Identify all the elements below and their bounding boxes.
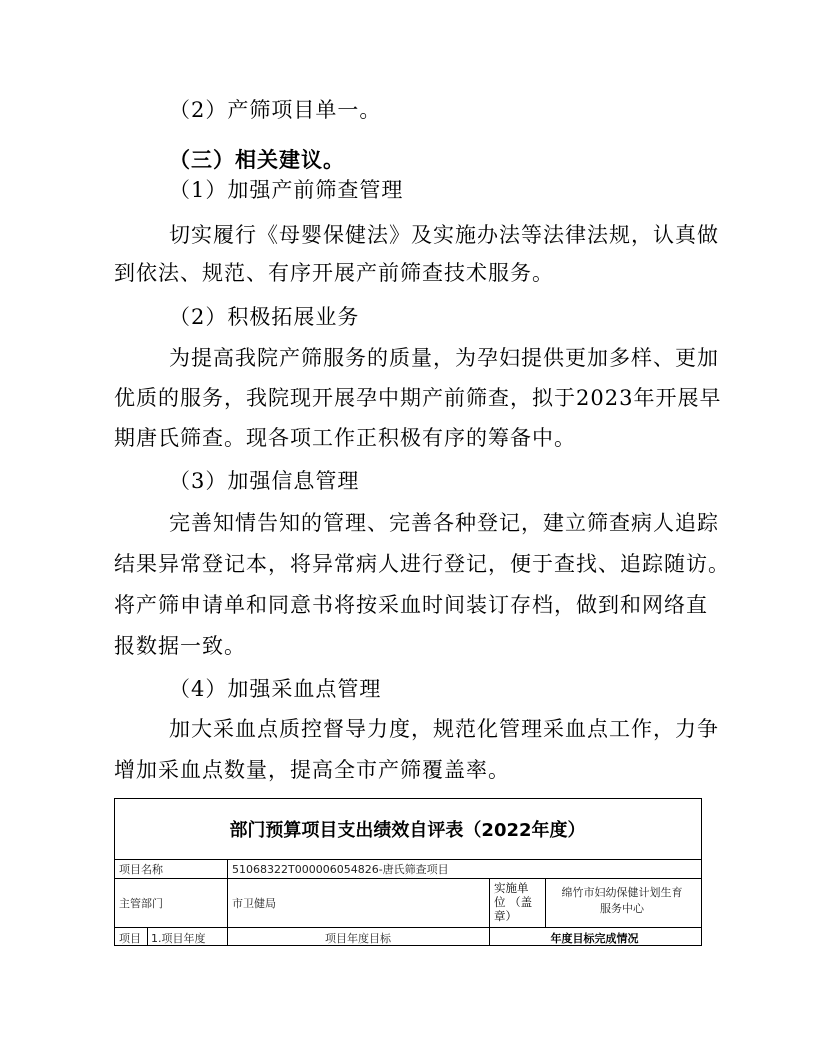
performance-table: [114, 798, 702, 946]
row-item-label: 项目: [119, 932, 141, 945]
subsection-heading: （2）积极拓展业务: [169, 305, 360, 329]
impl-label-line: 位 （盖: [494, 895, 533, 909]
impl-label-line: 实施单: [494, 881, 529, 895]
row-year-label: 1.项目年度: [151, 932, 206, 945]
impl-label-line: 章）: [494, 909, 517, 923]
impl-unit-label: [494, 881, 544, 923]
dept-value: 市卫健局: [232, 897, 276, 910]
paragraph-line: 期唐氏筛查。现各项工作正积极有序的筹备中。: [114, 426, 576, 450]
subsection-heading: （1）加强产前筛查管理: [169, 178, 404, 202]
table-divider: [147, 927, 148, 945]
paragraph-line: 增加采血点数量，提高全市产筛覆盖率。: [114, 758, 510, 782]
paragraph-line: 到依法、规范、有序开展产前筛查技术服务。: [114, 261, 554, 285]
paragraph-line: 加大采血点质控督导力度，规范化管理采血点工作，力争: [169, 717, 719, 741]
subsection-heading: （3）加强信息管理: [169, 469, 360, 493]
paragraph-line: （2）产筛项目单一。: [169, 98, 382, 122]
table-divider: [115, 859, 701, 860]
paragraph-line: 将产筛申请单和同意书将按采血时间装订存档，做到和网络直: [114, 593, 708, 617]
paragraph-line: 为提高我院产筛服务的质量，为孕妇提供更加多样、更加: [169, 346, 719, 370]
table-title: 部门预算项目支出绩效自评表（2022年度）: [229, 820, 586, 841]
impl-value-line: 服务中心: [600, 902, 644, 915]
paragraph-line: 报数据一致。: [114, 634, 246, 658]
table-divider: [115, 878, 701, 879]
dept-label: 主管部门: [119, 897, 163, 910]
row-target-label: 项目年度目标: [325, 932, 391, 945]
paragraph-line: 结果异常登记本，将异常病人进行登记，便于查找、追踪随访。: [114, 552, 730, 576]
paragraph-line: 完善知情告知的管理、完善各种登记，建立筛查病人追踪: [169, 511, 719, 535]
paragraph-line: 切实履行《母婴保健法》及实施办法等法律法规，认真做: [169, 223, 719, 247]
impl-value-line: 绵竹市妇幼保健计划生育: [561, 886, 683, 899]
project-name-label: 项目名称: [119, 863, 163, 876]
paragraph-line: 优质的服务，我院现开展孕中期产前筛查，拟于2023年开展早: [114, 386, 722, 410]
row-status-label: 年度目标完成情况: [550, 932, 639, 945]
table-divider: [545, 878, 546, 927]
project-name-value: 51068322T000006054826-唐氏筛查项目: [232, 863, 449, 876]
impl-unit-value: [547, 885, 697, 917]
subsection-heading: （4）加强采血点管理: [169, 677, 382, 701]
section-heading: （三）相关建议。: [169, 148, 345, 172]
table-divider: [115, 927, 701, 928]
